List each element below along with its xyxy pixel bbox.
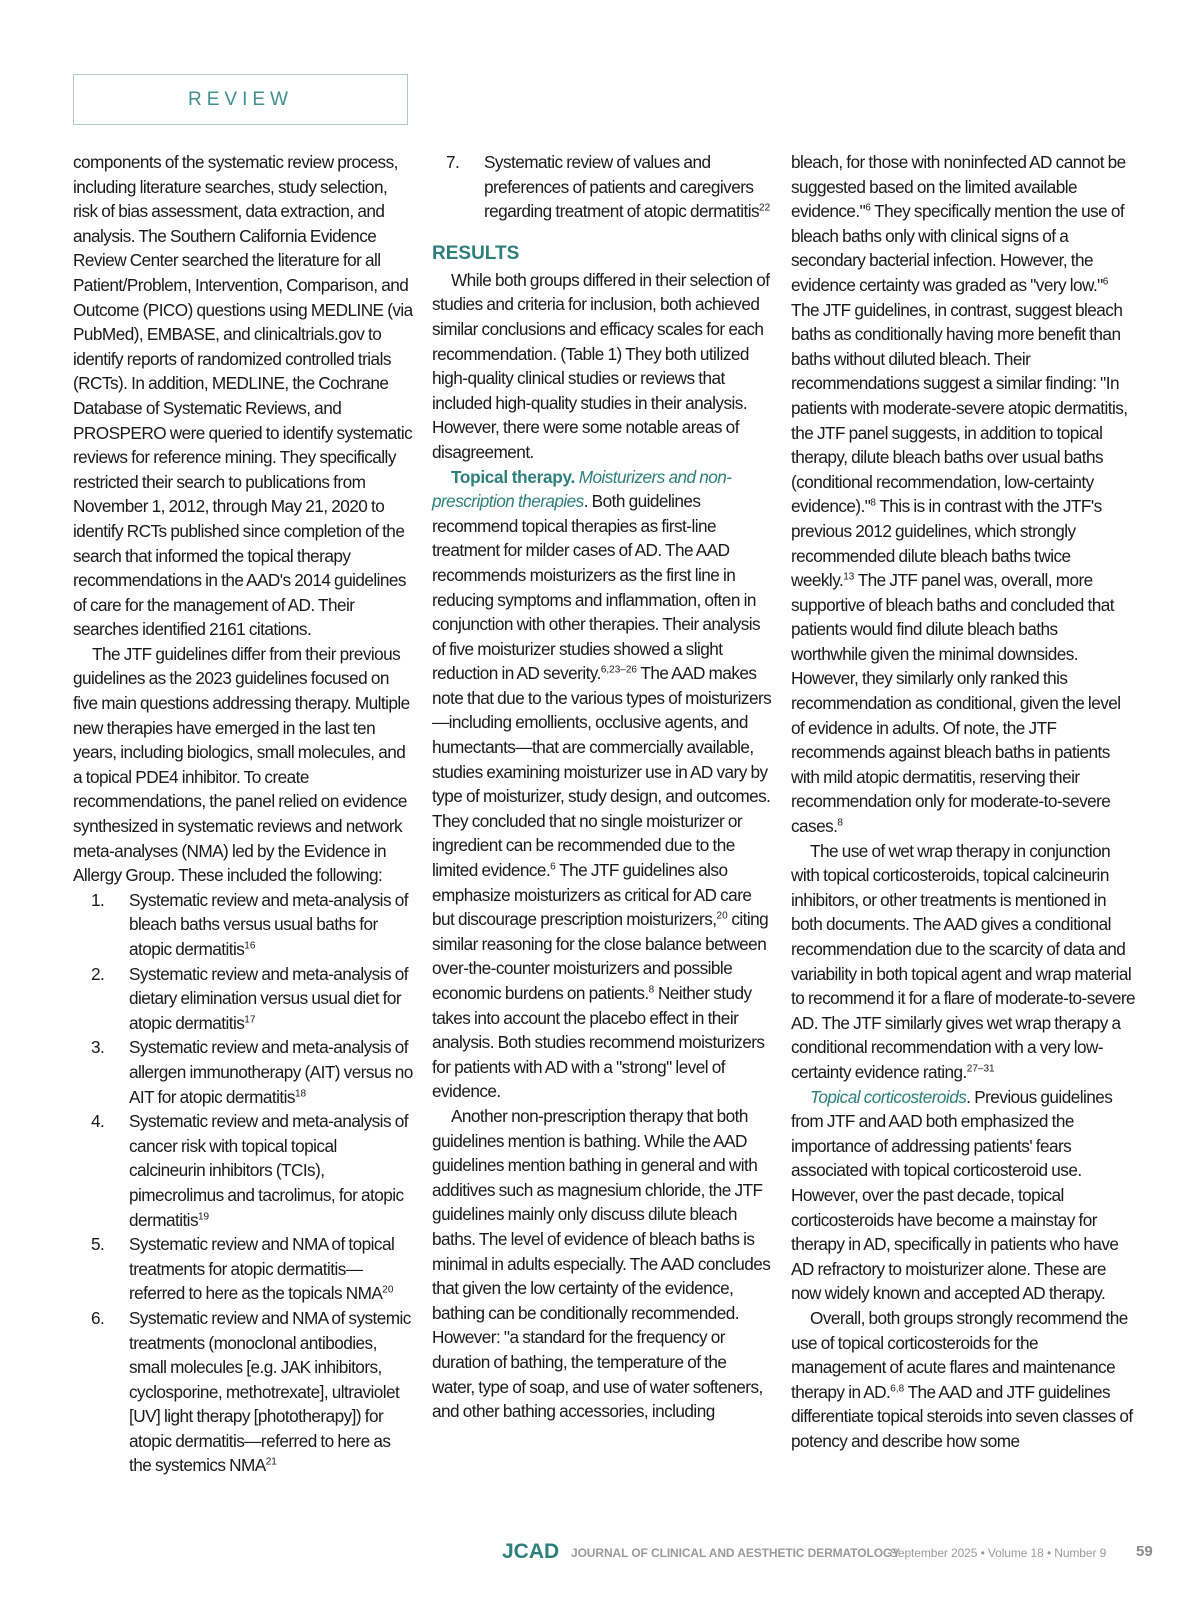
- list-item: [432, 150, 772, 224]
- numbered-list-continued: [432, 150, 772, 224]
- numbered-list: [73, 888, 413, 1478]
- reference-superscript: 6: [1102, 276, 1109, 288]
- reference-superscript: 6: [865, 202, 871, 214]
- review-section-box: [73, 74, 408, 125]
- list-item: [73, 1035, 413, 1109]
- list-number: 5.: [91, 1234, 105, 1255]
- column-2: [432, 150, 772, 1424]
- list-text: Systematic review of values and preferences of patients and caregivers regarding treatment of atopic dermatitis: [484, 152, 760, 222]
- list-number: 2.: [91, 963, 105, 984]
- text-run: citing similar reasoning for the close balance between over-the-counter moisturizers and possible economic burdens on patients.: [432, 909, 769, 1003]
- text-run: The AAD and JTF guidelines differentiate topical steroids into seven classes of potency and describe how some: [791, 1381, 1133, 1451]
- text-run: bleach, for those with noninfected AD cannot be suggested based on the limited available evidence.": [791, 152, 1126, 222]
- text-run: . Both guidelines recommend topical therapies as first-line treatment for milder cases of AD. The AAD recommends moisturizers as the first line in reducing symptoms and inflammation, often in conjunction with other therapies. Their analysis of five moisturizer studies showed a slight reduction in AD severity.: [432, 491, 761, 684]
- reference-superscript: 8: [837, 817, 843, 829]
- reference-superscript: 16: [244, 940, 256, 952]
- list-number: 6.: [91, 1307, 105, 1328]
- text-run: Neither study takes into account the placebo effect in their analysis. Both studies recommend moisturizers for patients with AD with a "strong" level of evidence.: [432, 983, 765, 1102]
- text-run: They specifically mention the use of bleach baths only with clinical signs of a secondary bacterial infection. However, the evidence certainty was graded as "very low.": [791, 201, 1125, 295]
- text-run: The AAD makes note that due to the various types of moisturizers—including emollients, occlusive agents, and humectants—that are commercially available, studies examining moisturizer use in AD vary by type of moisturizer, study design, and outcomes. They concluded that no single moisturizer or ingredient can be recommended due to the limited evidence.: [432, 663, 772, 881]
- reference-superscript: 6: [550, 861, 556, 873]
- paragraph: components of the systematic review process, including literature searches, study selection, risk of bias assessment, data extraction, and analysis. The Southern California Evidence Review Center searched the literature for all Patient/Problem, Intervention, Comparison, and Outcome (PICO) questions using MEDLINE (via PubMed), EMBASE, and clinicaltrials.gov to identify reports of randomized controlled trials (RCTs). In addition, MEDLINE, the Cochrane Database of Systematic Reviews, and PROSPERO were queried to identify systematic reviews for reference mining. They specifically restricted their search to publications from November 1, 2012, through May 21, 2020 to identify RCTs published since completion of the search that informed the topical therapy recommendations in the AAD's 2014 guidelines of care for the management of AD. Their searches identified 2161 citations.: [73, 152, 413, 640]
- paragraph: Another non-prescription therapy that both guidelines mention is bathing. While the AAD guidelines mention bathing in general and with additives such as magnesium chloride, the JTF guidelines mainly only discuss dilute bleach baths. The level of evidence of bleach baths is minimal in adults especially. The AAD concludes that given the low certainty of the evidence, bathing can be conditionally recommended. However: "a standard for the frequency or duration of bathing, the temperature of the water, type of soap, and use of water softeners, and other bathing accessories, including: [432, 1105, 771, 1422]
- list-item: [73, 888, 413, 962]
- topical-therapy-heading: Topical therapy.: [451, 466, 575, 487]
- list-text: Systematic review and meta-analysis of dietary elimination versus usual diet for atopic dermatitis: [129, 963, 408, 1033]
- text-run: The JTF panel was, overall, more supportive of bleach baths and concluded that patients would find dilute bleach baths worthwhile given the minimal downsides. However, they similarly only ranked this recommendation as conditional, given the level of evidence in adults. Of note, the JTF recommends against bleach baths in patients with mild atopic dermatitis, reserving their recommendation only for moderate-to-severe cases.: [791, 570, 1121, 837]
- reference-superscript: 8: [870, 497, 876, 509]
- issue-info: September 2025 • Volume 18 • Number 9: [890, 1546, 1107, 1560]
- reference-superscript: 22: [759, 202, 771, 214]
- reference-superscript: 6,8: [890, 1382, 905, 1394]
- text-run: This is in contrast with the JTF's previous 2012 guidelines, which strongly recommended dilute bleach baths twice weekly.: [791, 496, 1102, 591]
- list-text: Systematic review and meta-analysis of bleach baths versus usual baths for atopic dermatitis: [129, 889, 408, 959]
- journal-logo: JCAD: [502, 1540, 560, 1563]
- page-number: 59: [1136, 1543, 1153, 1560]
- list-text: Systematic review and NMA of systemic treatments (monoclonal antibodies, small molecules [e.g. JAK inhibitors, cyclosporine, methotrexate], ultraviolet [UV] light therapy [phototherapy]) for atopic dermatitis—referred to here as the systemics NMA: [129, 1307, 411, 1476]
- review-section-label: REVIEW: [188, 88, 293, 110]
- list-item: [73, 962, 413, 1036]
- list-item: [73, 1109, 413, 1232]
- list-text: Systematic review and meta-analysis of cancer risk with topical topical calcineurin inhibitors (TCIs), pimecrolimus and tacrolimus, for atopic dermatitis: [129, 1111, 408, 1230]
- reference-superscript: 19: [198, 1210, 210, 1222]
- list-item: [73, 1306, 413, 1478]
- reference-superscript: 8: [648, 984, 655, 996]
- reference-superscript: 27–31: [966, 1063, 995, 1075]
- text-run: The use of wet wrap therapy in conjunction with topical corticosteroids, topical calcineurin inhibitors, or other treatments is mentioned in both documents. The AAD gives a conditional recommendation due to the scarcity of data and variability in both topical agent and wrap material to recommend it for a flare of moderate-to-severe AD. The JTF similarly gives wet wrap therapy a conditional recommendation with a very low-certainty evidence rating.: [791, 840, 1136, 1082]
- list-text: Systematic review and NMA of topical treatments for atopic dermatitis—referred to here as the topicals NMA: [129, 1234, 395, 1304]
- column-3: [791, 150, 1136, 1453]
- journal-name: JOURNAL OF CLINICAL AND AESTHETIC DERMATOLOGY: [571, 1546, 901, 1560]
- list-number: 7.: [446, 152, 460, 172]
- list-number: 4.: [91, 1111, 105, 1132]
- reference-superscript: 20: [716, 910, 728, 922]
- list-text: Systematic review and meta-analysis of allergen immunotherapy (AIT) versus no AIT for atopic dermatitis: [129, 1037, 413, 1107]
- paragraph: [791, 150, 1136, 839]
- paragraph: [791, 1306, 1136, 1454]
- paragraph: The JTF guidelines differ from their previous guidelines as the 2023 guidelines focused on five main questions addressing therapy. Multiple new therapies have emerged in the last ten years, including biologics, small molecules, and a topical PDE4 inhibitor. To create recommendations, the panel relied on evidence synthesized in systematic reviews and network meta-analyses (NMA) led by the Evidence in Allergy Group. These included the following:: [73, 643, 410, 886]
- reference-superscript: 21: [265, 1456, 277, 1468]
- reference-superscript: 6,23–26: [600, 664, 637, 676]
- text-run: . Previous guidelines from JTF and AAD both emphasized the importance of addressing patients' fears associated with topical corticosteroid use. However, over the past decade, topical corticosteroids have become a mainstay for therapy in AD, specifically in patients who have AD refractory to moisturizer alone. These are now widely known and accepted AD therapy.: [791, 1086, 1119, 1304]
- results-heading: RESULTS: [432, 242, 520, 264]
- topical-corticosteroids-subheading: Topical corticosteroids: [810, 1086, 967, 1107]
- text-run: The JTF guidelines also emphasize moisturizers as critical for AD care but discourage prescription moisturizers,: [432, 860, 752, 930]
- text-run: The JTF guidelines, in contrast, suggest bleach baths as conditionally having more benefit than baths without diluted bleach. Their recommendations suggest a similar finding: "In patients with moderate-severe atopic dermatitis, the JTF panel suggests, in addition to topical therapy, dilute bleach baths over usual baths (conditional recommendation, low-certainty evidence).": [791, 299, 1128, 517]
- reference-superscript: 17: [244, 1014, 256, 1026]
- text-run: Overall, both groups strongly recommend the use of topical corticosteroids for the management of acute flares and maintenance therapy in AD.: [791, 1307, 1128, 1402]
- paragraph: [791, 839, 1136, 1085]
- paragraph: [791, 1085, 1136, 1306]
- column-1: [73, 150, 413, 1478]
- paragraph: While both groups differed in their selection of studies and criteria for inclusion, both achieved similar conclusions and efficacy scales for each recommendation. (Table 1) They both utilized high-quality clinical studies or reviews that included high-quality studies in their analysis. However, there were some notable areas of disagreement.: [432, 269, 770, 462]
- reference-superscript: 18: [294, 1087, 307, 1099]
- paragraph: [432, 465, 772, 1104]
- list-item: [73, 1232, 413, 1306]
- reference-superscript: 13: [843, 571, 855, 583]
- moisturizers-subheading: Moisturizers and non-prescription therapies: [432, 466, 732, 512]
- list-number: 1.: [91, 889, 105, 910]
- reference-superscript: 20: [382, 1284, 394, 1296]
- list-number: 3.: [91, 1037, 105, 1058]
